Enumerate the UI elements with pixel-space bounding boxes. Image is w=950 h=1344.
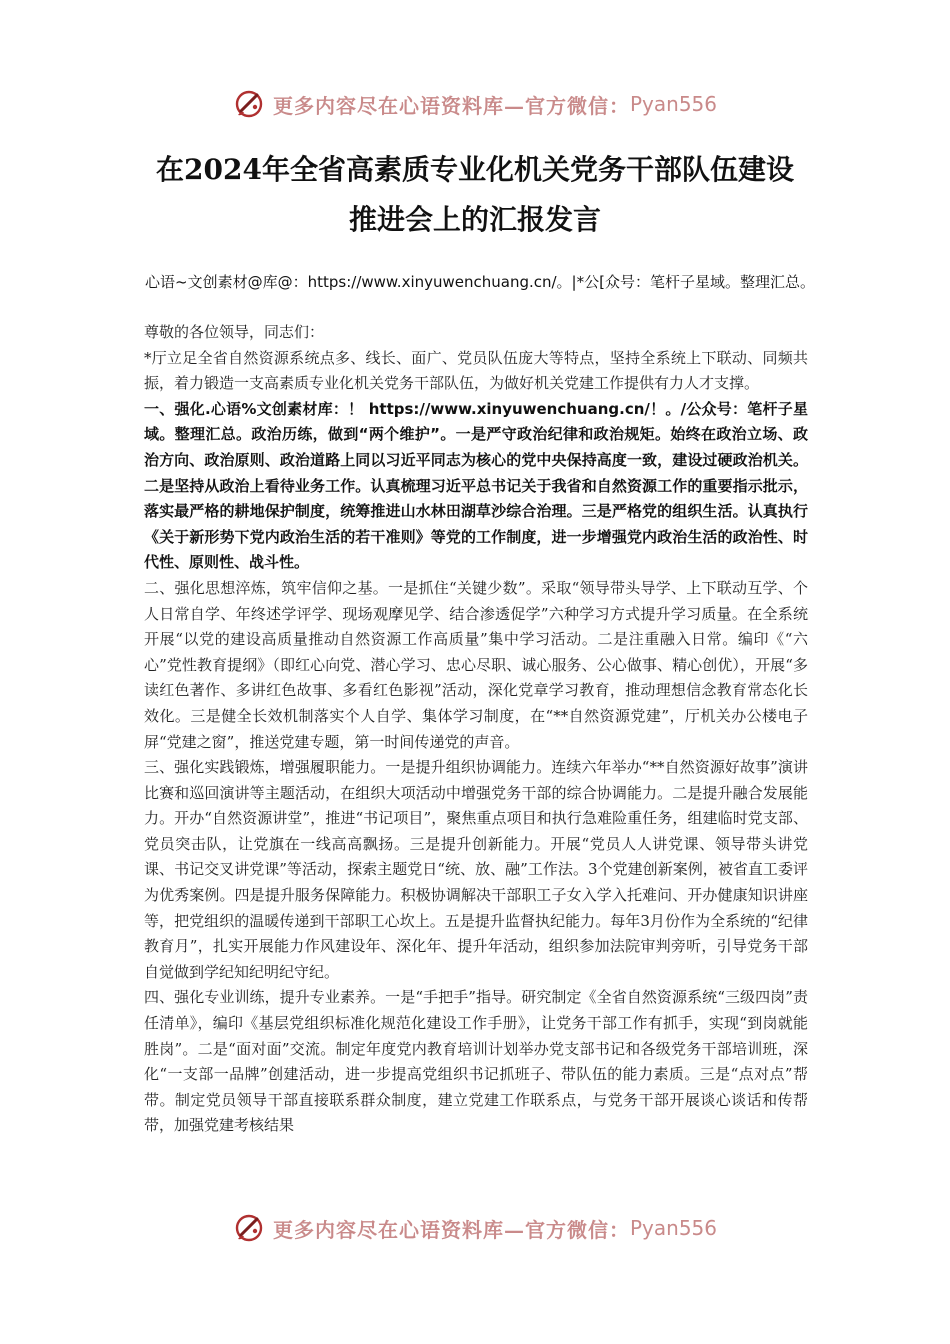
document-body — [144, 320, 808, 1139]
header-banner — [0, 82, 950, 126]
section-4-paragraph: 四、强化专业训练，提升专业素养。一是“手把手”指导。研究制定《全省自然资源系统“三级四岗”责任清单》，编印《基层党组织标准化规范化建设工作手册》，让党务干部工作有抓手，实现“到岗就能胜岗”。二是“面对面”交流。制定年度党内教育培训计划举办党支部书记和各级党务干部培训班，深化“一支部一品牌”创建活动，进一步提高党组织书记抓班子、带队伍的能力素质。三是“点对点”帮带。制定党员领导干部直接联系群众制度，建立党建工作联系点，与党务干部开展谈心谈话和传帮带，加强党建考核结果 — [144, 988, 808, 1135]
footer-banner — [0, 1206, 950, 1250]
banner-wechat-id: Pyan556 — [629, 92, 717, 116]
banner-text: 更多内容尽在心语资料库—官方微信： — [272, 93, 630, 118]
section-3-paragraph: 三、强化实践锻炼，增强履职能力。一是提升组织协调能力。连续六年举办“**自然资源好故事”演讲比赛和巡回演讲等主题活动，在组织大项活动中增强党务干部的综合协调能力。二是提升融合发展能力。开办“自然资源讲堂”，推进“书记项目”，聚焦重点项目和执行急难险重任务，组建临时党支部、党员突击队，让党旗在一线高高飘扬。三是提升创新能力。开展“党员人人讲党课、领导带头讲党课、书记交叉讲党课”等活动，探索主题党日“统、放、融”工作法。3个党建创新案例，被省直工委评为优秀案例。四是提升服务保障能力。积极协调解决干部职工子女入学入托难问、开办健康知识讲座等，把党组织的温暖传递到干部职工心坎上。五是提升监督执纪能力。每年3月份作为全系统的“纪律教育月”，扎实开展能力作风建设年、深化年、提升年活动，组织参加法院审判旁听，引导党务干部自觉做到学纪知纪明纪守纪。 — [144, 758, 808, 981]
brush-logo-icon — [233, 1211, 267, 1245]
salutation: 尊敬的各位领导，同志们： — [144, 323, 325, 341]
brush-logo-icon — [233, 87, 267, 121]
intro-paragraph: *厅立足全省自然资源系统点多、线长、面广、党员队伍庞大等特点，坚持全系统上下联动、同频共振，着力锻造一支高素质专业化机关党务干部队伍，为做好机关党建工作提供有力人才支撑。 — [144, 348, 808, 393]
banner-text: 更多内容尽在心语资料库—官方微信： — [272, 1217, 630, 1242]
section-2-paragraph: 二、强化思想淬炼，筑牢信仰之基。一是抓住“关键少数”。采取“领导带头导学、上下联动互学、个人日常自学、年终述学评学、现场观摩见学、结合渗透促学”六种学习方式提升学习质量。在全系统开展“以党的建设高质量推动自然资源工作高质量”集中学习活动。二是注重融入日常。编印《“六心”党性教育提纲》（即红心向党、潜心学习、忠心尽职、诚心服务、公心做事、精心创优），开展“多读红色著作、多讲红色故事、多看红色影视”活动，深化党章学习教育，推动理想信念教育常态化长效化。三是健全长效机制落实个人自学、集体学习制度，在“**自然资源党建”，厅机关办公楼电子屏“党建之窗”，推送党建专题，第一时间传递党的声音。 — [144, 578, 808, 751]
page-title-line-2: 推进会上的汇报发言 — [348, 203, 601, 236]
banner-wechat-id: Pyan556 — [629, 1216, 717, 1240]
source-note: 心语~文创素材@库@：https://www.xinyuwenchuang.cn/。|*公[众号：笔杆子星域。整理汇总。 — [145, 273, 815, 291]
page-title-line-1: 在2024年全省高素质专业化机关党务干部队伍建设 — [156, 153, 794, 186]
section-1-paragraph: 一、强化.心语%文创素材库：！ https://www.xinyuwenchuang.cn/！。/公众号：笔杆子星域。整理汇总。政治历练，做到“两个维护”。一是严守政治纪律和政治规矩。始终在政治立场、政治方向、政治原则、政治道路上同以习近平同志为核心的党中央保持高度一致，建设过硬政治机关。二是坚持从政治上看待业务工作。认真梳理习近平总书记关于我省和自然资源工作的重要指示批示，落实最严格的耕地保护制度，统筹推进山水林田湖草沙综合治理。三是严格党的组织生活。认真执行《关于新形势下党内政治生活的若干准则》等党的工作制度，进一步增强党内政治生活的政治性、时代性、原则性、战斗性。 — [144, 399, 808, 572]
